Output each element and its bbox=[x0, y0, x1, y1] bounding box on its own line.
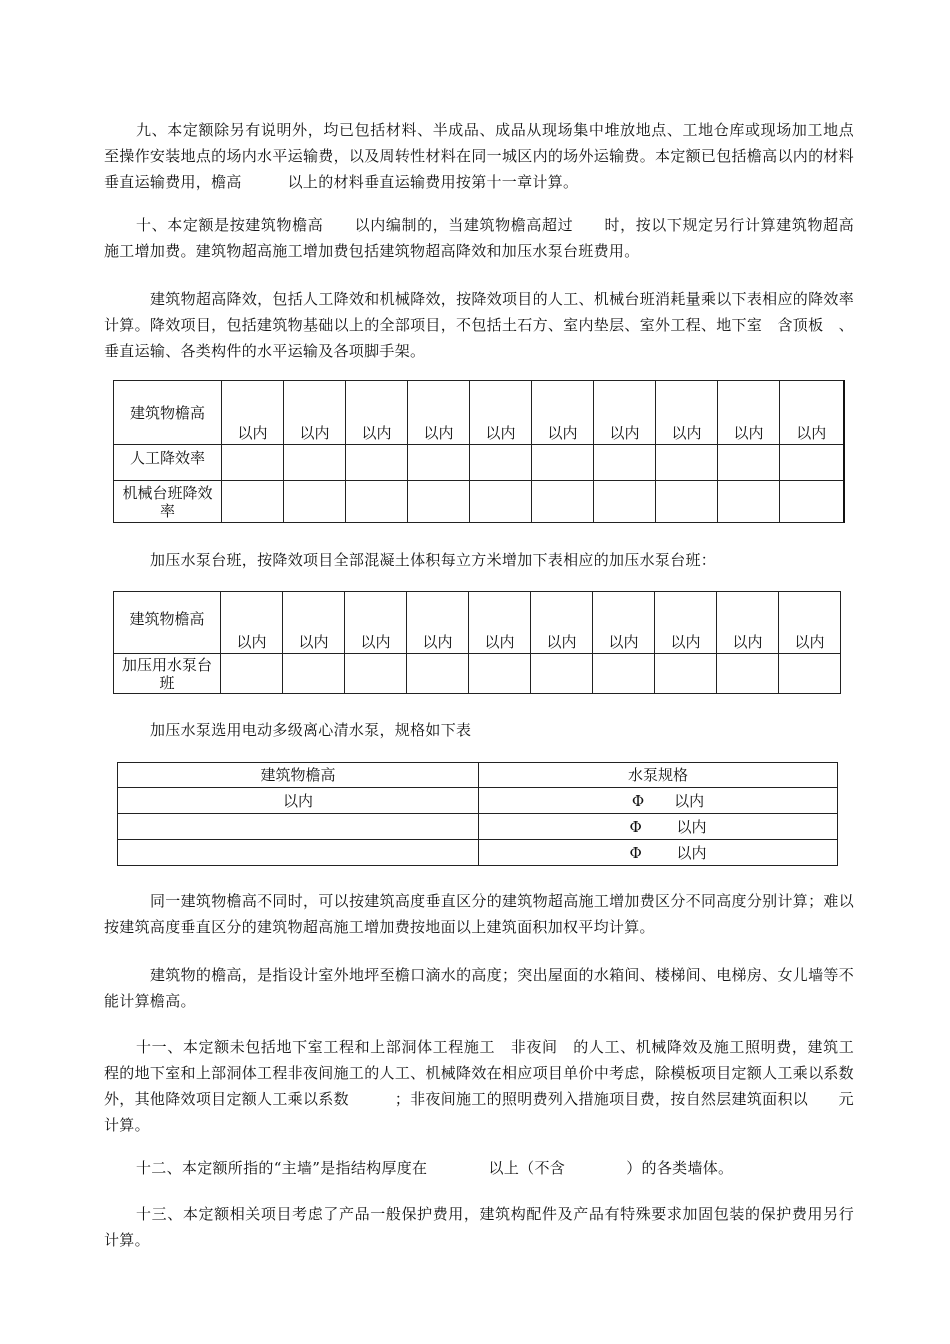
table3-cell: Φ 以内 bbox=[479, 840, 838, 866]
table-row bbox=[114, 592, 841, 654]
table2-col-0: 以内 bbox=[221, 592, 283, 654]
efficiency-table bbox=[113, 380, 845, 523]
pump-spec-table bbox=[117, 762, 838, 866]
table1-row-labor: 人工降效率 bbox=[114, 445, 222, 481]
table1-col-8: 以内 bbox=[718, 381, 780, 445]
table1-col-3: 以内 bbox=[408, 381, 470, 445]
paragraph-pump-shift: 加压水泵台班，按降效项目全部混凝土体积每立方米增加下表相应的加压水泵台班： bbox=[150, 551, 717, 569]
paragraph-eave-definition: 建筑物的檐高，是指设计室外地坪至檐口滴水的高度；突出屋面的水箱间、楼梯间、电梯房、女儿墙等不能计算檐高。 bbox=[104, 966, 854, 1010]
paragraph-10: 十、本定额是按建筑物檐高 以内编制的，当建筑物檐高超过 时，按以下规定另行计算建筑物超高施工增加费。建筑物超高施工增加费包括建筑物超高降效和加压水泵台班费用。 bbox=[104, 216, 854, 260]
table-row bbox=[118, 840, 838, 866]
table2-col-6: 以内 bbox=[593, 592, 655, 654]
table-row bbox=[114, 381, 844, 445]
table1-col-2: 以内 bbox=[346, 381, 408, 445]
table2-head-label: 建筑物檐高 bbox=[114, 592, 221, 654]
paragraph-13: 十三、本定额相关项目考虑了产品一般保护费用，建筑构配件及产品有特殊要求加固包装的保护费用另行计算。 bbox=[104, 1205, 854, 1249]
paragraph-12: 十二、本定额所指的“主墙”是指结构厚度在 以上（不含 ）的各类墙体。 bbox=[136, 1159, 734, 1177]
table1-col-9: 以内 bbox=[780, 381, 844, 445]
paragraph-9: 九、本定额除另有说明外，均已包括材料、半成品、成品从现场集中堆放地点、工地仓库或现场加工地点至操作安装地点的场内水平运输费，以及周转性材料在同一城区内的场外运输费。本定额已包括檐高以内的材料垂直运输费用，檐高 以上的材料垂直运输费用按第十一章计算。 bbox=[104, 121, 854, 191]
table-row bbox=[114, 445, 844, 481]
table2-col-2: 以内 bbox=[345, 592, 407, 654]
table2-col-8: 以内 bbox=[717, 592, 779, 654]
table-row bbox=[118, 763, 838, 788]
paragraph-11: 十一、本定额未包括地下室工程和上部洞体工程施工 非夜间 的人工、机械降效及施工照明费，建筑工程的地下室和上部洞体工程非夜间施工的人工、机械降效在相应项目单价中考虑，除模板项目定额人工乘以系数 外，其他降效项目定额人工乘以系数 ；非夜间施工的照明费列入措施项目费，按自然层建筑面积以 元 计算。 bbox=[104, 1038, 900, 1134]
table1-col-4: 以内 bbox=[470, 381, 532, 445]
table2-row-pump: 加压用水泵台班 bbox=[114, 654, 221, 694]
table2-col-1: 以内 bbox=[283, 592, 345, 654]
table3-cell bbox=[118, 840, 479, 866]
table2-col-3: 以内 bbox=[407, 592, 469, 654]
paragraph-efficiency-reduction: 建筑物超高降效，包括人工降效和机械降效，按降效项目的人工、机械台班消耗量乘以下表相应的降效率计算。降效项目，包括建筑物基础以上的全部项目，不包括土石方、室内垫层、室外工程、地下室 含顶板 、垂直运输、各类构件的水平运输及各项脚手架。 bbox=[104, 290, 854, 360]
paragraph-different-heights: 同一建筑物檐高不同时，可以按建筑高度垂直区分的建筑物超高施工增加费区分不同高度分别计算；难以按建筑高度垂直区分的建筑物超高施工增加费按地面以上建筑面积加权平均计算。 bbox=[104, 892, 854, 936]
table1-col-0: 以内 bbox=[222, 381, 284, 445]
table1-col-1: 以内 bbox=[284, 381, 346, 445]
table1-row-machine: 机械台班降效率 bbox=[114, 481, 222, 523]
table3-header-pump-spec: 水泵规格 bbox=[479, 763, 838, 788]
paragraph-pump-spec: 加压水泵选用电动多级离心清水泵，规格如下表 bbox=[150, 721, 472, 739]
table3-cell bbox=[118, 814, 479, 840]
table-row bbox=[114, 481, 844, 523]
pump-shift-table bbox=[113, 591, 841, 694]
table-row bbox=[118, 788, 838, 814]
table1-col-7: 以内 bbox=[656, 381, 718, 445]
table3-cell: 以内 bbox=[118, 788, 479, 814]
table1-col-5: 以内 bbox=[532, 381, 594, 445]
table3-header-height: 建筑物檐高 bbox=[118, 763, 479, 788]
table2-col-4: 以内 bbox=[469, 592, 531, 654]
table1-col-6: 以内 bbox=[594, 381, 656, 445]
table2-col-7: 以内 bbox=[655, 592, 717, 654]
table3-cell: Φ 以内 bbox=[479, 814, 838, 840]
table1-head-label: 建筑物檐高 bbox=[114, 381, 222, 445]
table2-col-9: 以内 bbox=[779, 592, 841, 654]
table-row bbox=[114, 654, 841, 694]
table3-cell: Φ 以内 bbox=[479, 788, 838, 814]
table2-col-5: 以内 bbox=[531, 592, 593, 654]
table-row bbox=[118, 814, 838, 840]
